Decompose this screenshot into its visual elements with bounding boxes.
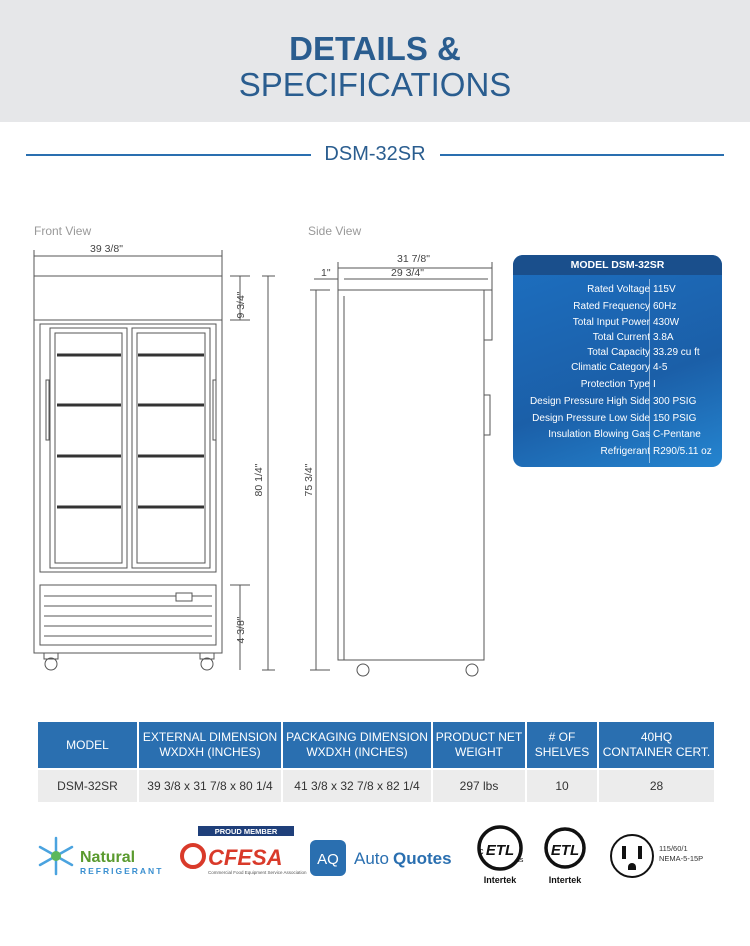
col-header-net-weight: PRODUCT NET WEIGHT — [432, 722, 526, 769]
spec-row: Climatic Category 4-5 — [571, 362, 668, 373]
refrigerant-text: REFRIGERANT — [80, 866, 164, 876]
front-width-dim: 39 3/8" — [90, 243, 123, 255]
side-depth-inner-dim: 29 3/4" — [391, 267, 424, 279]
front-base-height-dim: 4 3/8" — [235, 616, 247, 644]
natural-text: Natural — [80, 849, 136, 866]
cfesa-sub: Commercial Food Equipment Service Association — [208, 870, 307, 875]
autoquotes-logo — [310, 840, 452, 876]
autoquotes-auto: Auto — [354, 849, 389, 868]
col-header-shelves: # OF SHELVES — [526, 722, 598, 769]
cell-net-weight: 297 lbs — [432, 769, 526, 802]
side-view-drawing — [310, 262, 492, 676]
spec-card-title: MODEL DSM-32SR — [513, 255, 722, 275]
table-row — [38, 769, 714, 802]
spec-row: Rated Voltage 115V — [587, 284, 676, 295]
plug-nema: NEMA-5-15P — [659, 854, 704, 863]
spec-row: Protection Type I — [580, 379, 656, 390]
etl-mark-1: ETL — [485, 842, 515, 859]
side-depth-outer-dim: 31 7/8" — [397, 253, 430, 265]
col-header-packaging-dimension: PACKAGING DIMENSION WXDXH (INCHES) — [282, 722, 432, 769]
spec-row: Total Capacity 33.29 cu ft — [587, 347, 700, 358]
natural-refrigerant-logo — [40, 838, 163, 876]
cell-shelves: 10 — [526, 769, 598, 802]
side-height-dim: 75 3/4" — [303, 463, 315, 497]
cfesa-c-icon — [182, 845, 204, 867]
cell-container-cert: 28 — [598, 769, 714, 802]
spec-row: Design Pressure Low Side 150 PSIG — [532, 413, 697, 424]
header-title-line1: DETAILS & — [289, 30, 461, 67]
col-header-model: MODEL — [38, 722, 138, 769]
spec-row: Rated Frequency 60Hz — [573, 301, 677, 312]
col-header-external-dimension: EXTERNAL DIMENSION WXDXH (INCHES) — [138, 722, 282, 769]
spec-row: Insulation Blowing Gas C-Pentane — [548, 429, 701, 440]
spec-row: Total Input Power 430W — [572, 317, 680, 328]
etl-listed-logo-2 — [546, 829, 584, 885]
spec-card — [513, 255, 722, 467]
cfesa-name: CFESA — [208, 845, 283, 870]
nema-plug-icon — [611, 835, 653, 877]
proud-member-text: PROUD MEMBER — [214, 827, 278, 836]
side-offset-dim: 1" — [321, 267, 331, 279]
col-header-container-cert: 40HQ CONTAINER CERT. — [598, 722, 714, 769]
header-title-line2: SPECIFICATIONS — [238, 66, 512, 103]
dimensions-table — [38, 722, 714, 802]
logos-row — [0, 820, 750, 900]
cell-model: DSM-32SR — [38, 769, 138, 802]
cell-packaging-dimension: 41 3/8 x 32 7/8 x 82 1/4 — [282, 769, 432, 802]
cfesa-logo — [182, 826, 307, 875]
side-view-label: Side View — [308, 224, 362, 238]
aq-badge-text: AQ — [317, 851, 339, 868]
front-total-height-dim: 80 1/4" — [253, 463, 265, 497]
spec-row: Refrigerant R290/5.11 oz — [600, 446, 712, 457]
spec-row: Design Pressure High Side 300 PSIG — [529, 396, 697, 407]
spec-row: Total Current 3.8A — [592, 332, 674, 343]
intertek-1: Intertek — [483, 875, 517, 885]
etl-c: c — [479, 846, 484, 856]
table-header-row — [38, 722, 714, 769]
etl-us: us — [516, 857, 524, 864]
etl-listed-logo-1 — [479, 827, 524, 885]
plug-rating: 115/60/1 — [659, 844, 688, 853]
front-top-height-dim: 9 3/4" — [235, 291, 247, 319]
autoquotes-quotes: Quotes — [393, 849, 452, 868]
etl-mark-2: ETL — [550, 842, 580, 859]
intertek-2: Intertek — [548, 875, 582, 885]
cell-external-dimension: 39 3/8 x 31 7/8 x 80 1/4 — [138, 769, 282, 802]
model-name: DSM-32SR — [324, 143, 426, 165]
front-view-label: Front View — [34, 224, 92, 238]
